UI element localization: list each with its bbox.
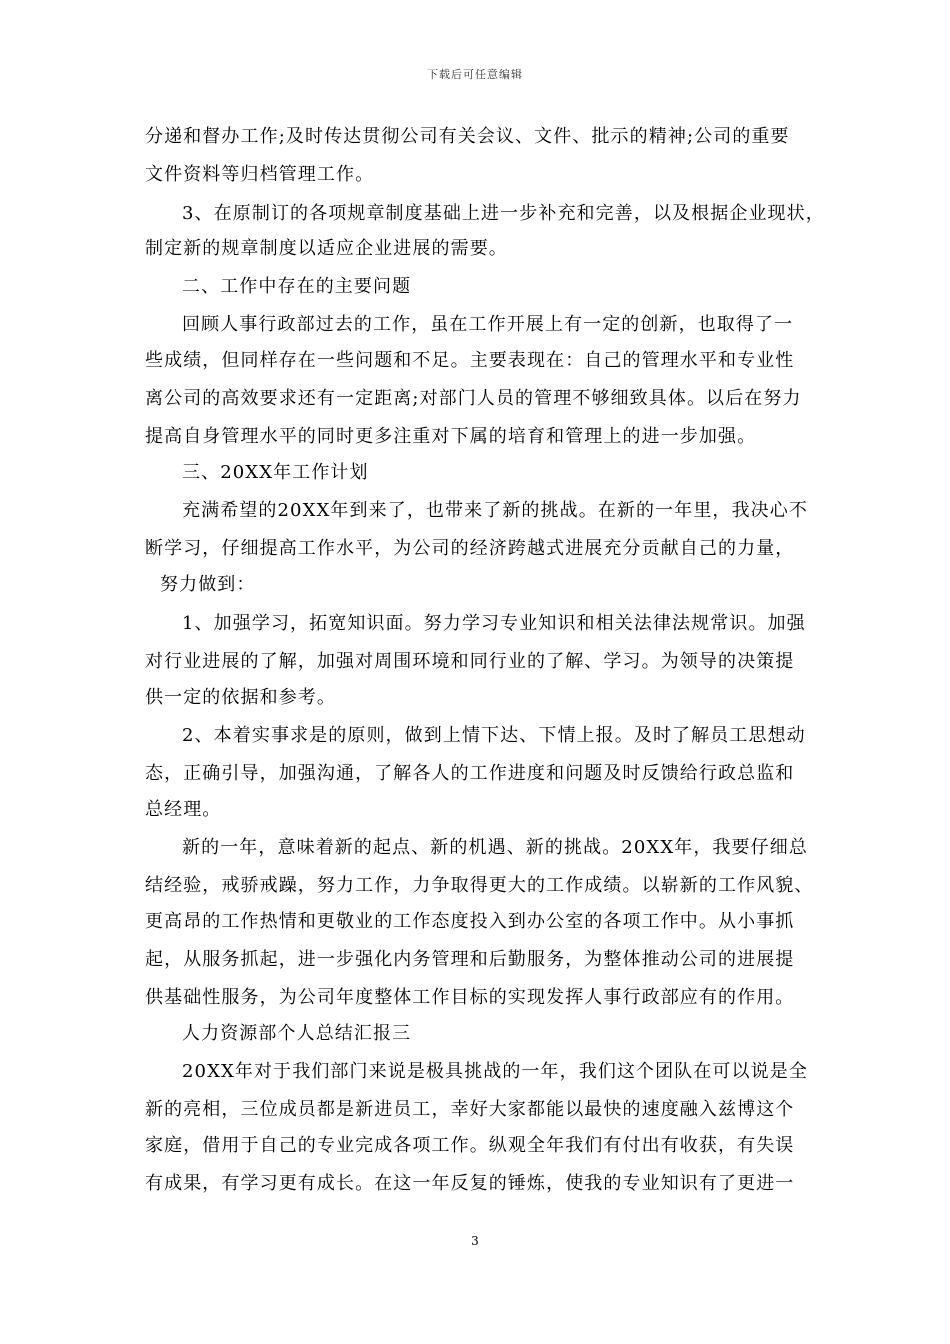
text-line: 2、本着实事求是的原则，做到上情下达、下情上报。及时了解员工思想动 <box>182 725 806 746</box>
text-line: 努力做到： <box>160 574 256 595</box>
text-line: 3、在原制订的各项规章制度基础上进一步补充和完善，以及根据企业现状， <box>182 203 825 224</box>
text-line: 离公司的高效要求还有一定距离;对部门人员的管理不够细致具体。以后在努力 <box>145 388 802 409</box>
text-line: 更高昂的工作热情和更敬业的工作态度投入到办公室的各项工作中。从小事抓 <box>145 911 795 932</box>
text-line: 些成绩，但同样存在一些问题和不足。主要表现在：自己的管理水平和专业性 <box>145 350 795 371</box>
text-line: 充满希望的20XX年到来了，也带来了新的挑战。在新的一年里，我决心不 <box>182 500 808 521</box>
section-heading: 人力资源部个人总结汇报三 <box>182 1023 412 1044</box>
text-line: 有成果，有学习更有成长。在这一年反复的锤炼，使我的专业知识有了更进一 <box>145 1173 795 1194</box>
text-line: 回顾人事行政部过去的工作，虽在工作开展上有一定的创新，也取得了一 <box>182 314 794 335</box>
text-line: 提高自身管理水平的同时更多注重对下属的培育和管理上的进一步加强。 <box>145 426 757 447</box>
text-line: 新的亮相，三位成员都是新进员工，幸好大家都能以最快的速度融入兹博这个 <box>145 1099 795 1120</box>
text-line: 结经验，戒骄戒躁，努力工作，力争取得更大的工作成绩。以崭新的工作风貌、 <box>145 875 814 896</box>
text-line: 态，正确引导，加强沟通，了解各人的工作进度和问题及时反馈给行政总监和 <box>145 763 795 784</box>
text-line: 供一定的依据和参考。 <box>145 687 336 708</box>
text-line: 对行业进展的了解，加强对周围环境和同行业的了解、学习。为领导的决策提 <box>145 651 795 672</box>
text-line: 制定新的规章制度以适应企业进展的需要。 <box>145 238 508 259</box>
section-heading: 三、20XX年工作计划 <box>182 462 369 483</box>
text-line: 家庭，借用于自己的专业完成各项工作。纵观全年我们有付出有收获，有失误 <box>145 1135 795 1156</box>
text-line: 供基础性服务，为公司年度整体工作目标的实现发挥人事行政部应有的作用。 <box>145 987 795 1008</box>
section-heading: 二、工作中存在的主要问题 <box>182 276 412 297</box>
text-line: 20XX年对于我们部门来说是极具挑战的一年，我们这个团队在可以说是全 <box>182 1061 808 1082</box>
page-number: 3 <box>471 1234 479 1248</box>
text-line: 总经理。 <box>145 799 222 820</box>
text-line: 新的一年，意味着新的起点、新的机遇、新的挑战。20XX年，我要仔细总 <box>182 837 808 858</box>
page-header: 下载后可任意编辑 <box>427 68 523 81</box>
text-line: 起，从服务抓起，进一步强化内务管理和后勤服务，为整体推动公司的进展提 <box>145 949 795 970</box>
text-line: 1、加强学习，拓宽知识面。努力学习专业知识和相关法律法规常识。加强 <box>182 613 806 634</box>
text-line: 断学习，仔细提高工作水平，为公司的经济跨越式进展充分贡献自己的力量， <box>145 538 795 559</box>
text-line: 文件资料等归档管理工作。 <box>145 164 375 185</box>
text-line: 分递和督办工作;及时传达贯彻公司有关会议、文件、批示的精神;公司的重要 <box>145 126 790 147</box>
